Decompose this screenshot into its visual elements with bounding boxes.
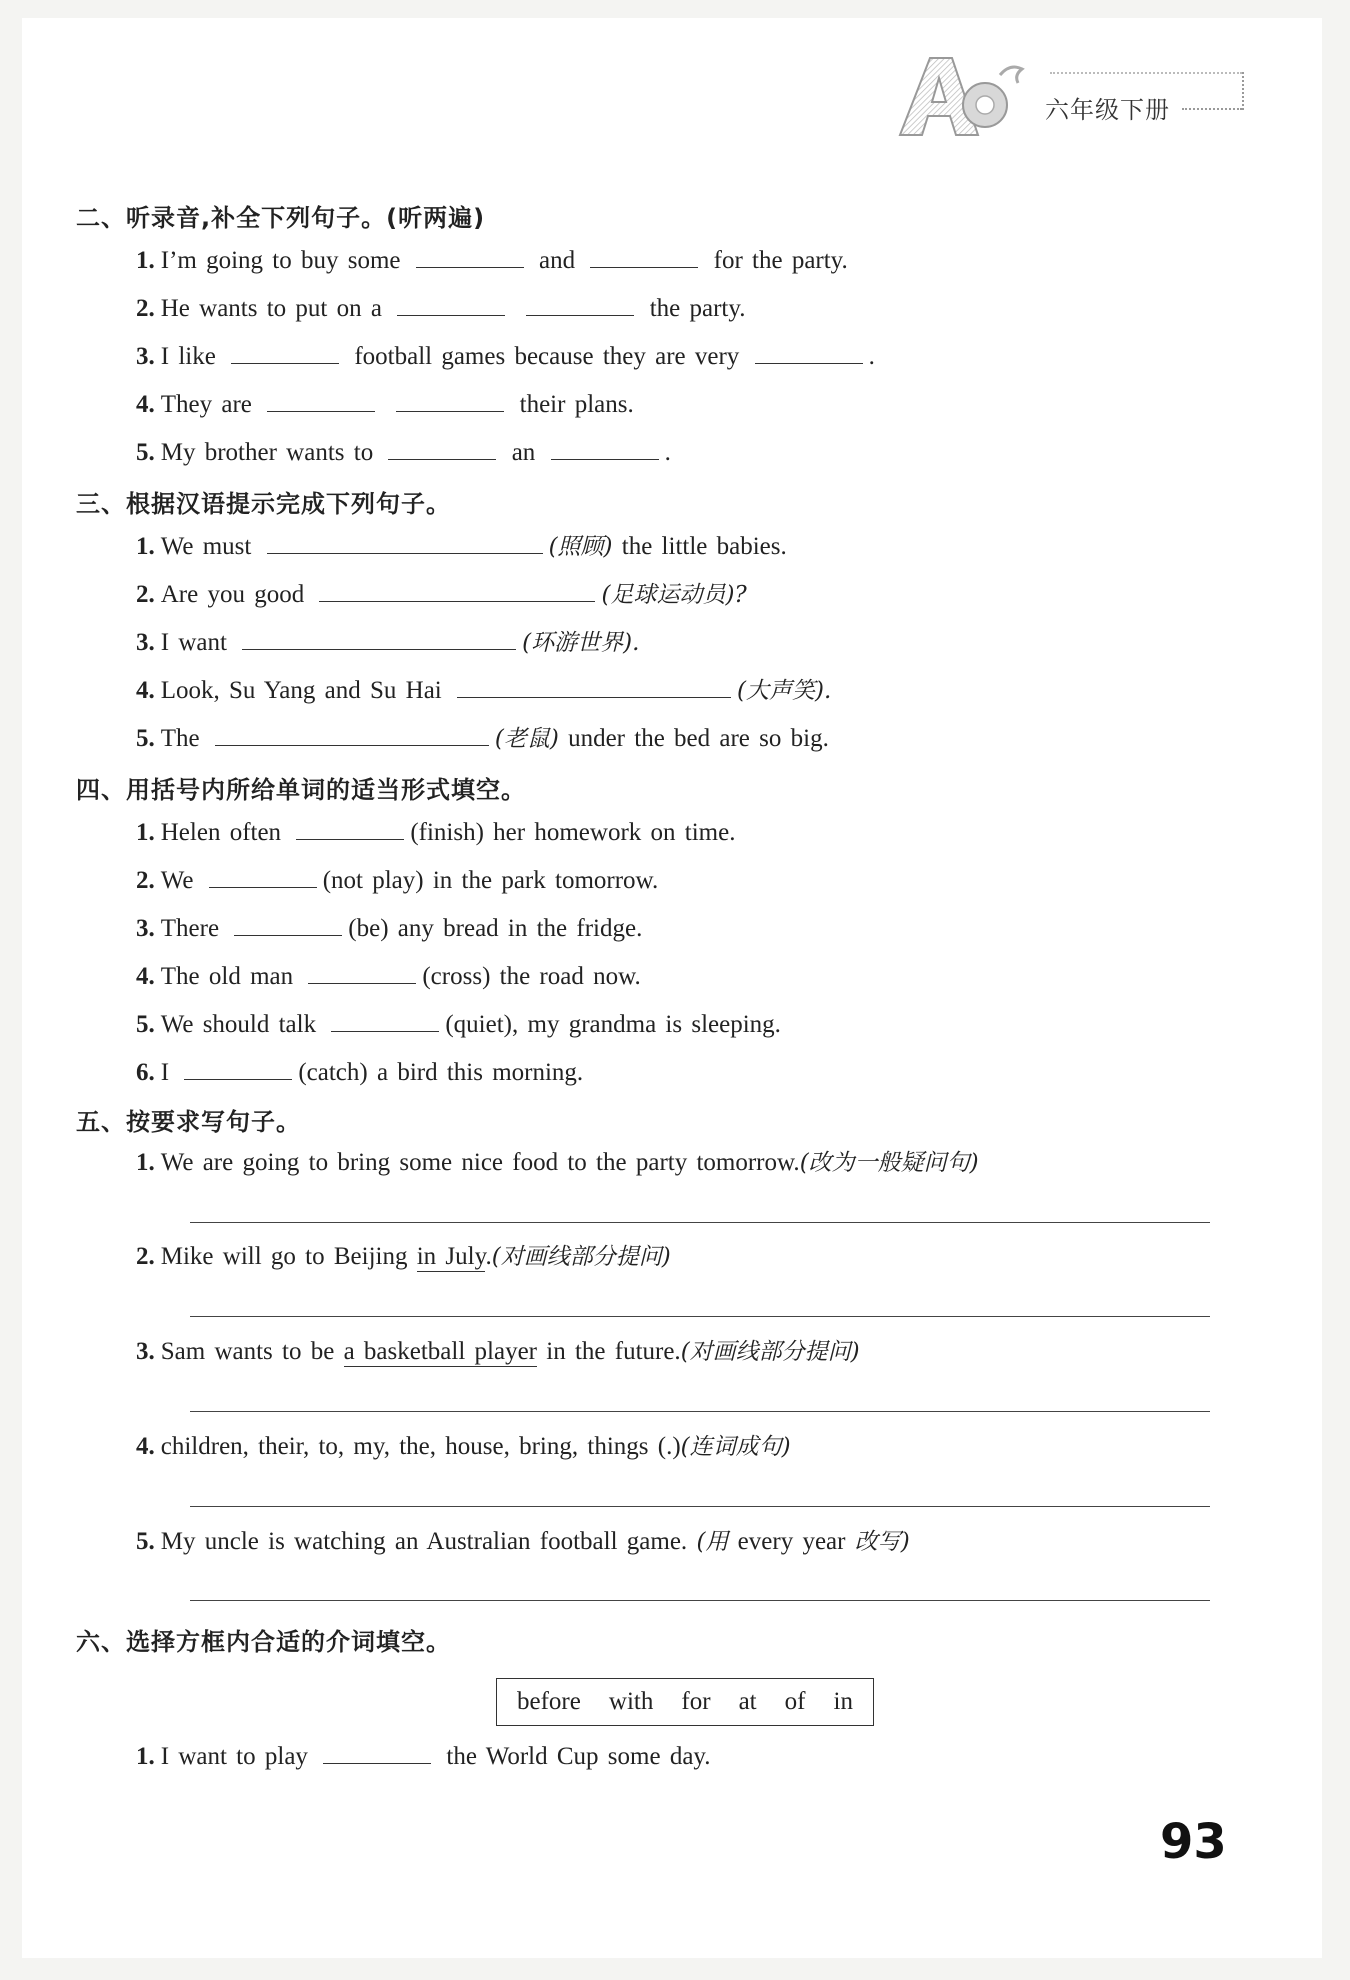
s2-item-4: 4. They are their plans. bbox=[136, 386, 634, 422]
page-number: 93 bbox=[1160, 1814, 1227, 1870]
preposition-word-box bbox=[496, 1678, 874, 1726]
answer-blank[interactable] bbox=[296, 814, 404, 840]
answer-blank[interactable] bbox=[416, 242, 524, 268]
s6-item-1: 1. I want to play the World Cup some day. bbox=[136, 1738, 711, 1774]
s5-item-4: 4. children, their, to, my, the, house, bring, things (.)(连词成句) bbox=[136, 1433, 791, 1460]
s5-item-5: 5. My uncle is watching an Australian football game. (用 every year 改写) bbox=[136, 1528, 910, 1555]
answer-line[interactable] bbox=[190, 1506, 1210, 1507]
s3-item-3: 3. I want (环游世界). bbox=[136, 624, 639, 660]
answer-blank[interactable] bbox=[319, 576, 595, 602]
answer-blank[interactable] bbox=[551, 434, 659, 460]
answer-blank[interactable] bbox=[308, 958, 416, 984]
answer-line[interactable] bbox=[190, 1600, 1210, 1601]
page-header bbox=[890, 40, 1270, 140]
word-option: of bbox=[784, 1688, 806, 1715]
s3-item-1: 1. We must (照顾) the little babies. bbox=[136, 528, 787, 564]
s4-item-2: 2. We (not play) in the park tomorrow. bbox=[136, 862, 658, 898]
s4-item-1: 1. Helen often (finish) her homework on time. bbox=[136, 814, 735, 850]
s4-item-6: 6. I (catch) a bird this morning. bbox=[136, 1054, 583, 1090]
answer-blank[interactable] bbox=[267, 386, 375, 412]
word-option: for bbox=[681, 1688, 711, 1715]
s3-item-4: 4. Look, Su Yang and Su Hai (大声笑). bbox=[136, 672, 831, 708]
answer-blank[interactable] bbox=[331, 1006, 439, 1032]
answer-blank[interactable] bbox=[184, 1054, 292, 1080]
answer-blank[interactable] bbox=[755, 338, 863, 364]
answer-blank[interactable] bbox=[231, 338, 339, 364]
answer-line[interactable] bbox=[190, 1316, 1210, 1317]
answer-blank[interactable] bbox=[397, 290, 505, 316]
word-option: before bbox=[517, 1688, 581, 1715]
s5-item-2: 2. Mike will go to Beijing in July.(对画线部分提问) bbox=[136, 1243, 671, 1270]
word-option: in bbox=[833, 1688, 853, 1715]
s4-item-4: 4. The old man (cross) the road now. bbox=[136, 958, 641, 994]
answer-line[interactable] bbox=[190, 1222, 1210, 1223]
answer-blank[interactable] bbox=[457, 672, 731, 698]
section-2-title: 二、听录音,补全下列句子。(听两遍) bbox=[76, 204, 486, 232]
section-3-title: 三、根据汉语提示完成下列句子。 bbox=[76, 490, 451, 518]
a-plus-logo bbox=[890, 50, 1040, 140]
word-option: with bbox=[608, 1688, 654, 1715]
s3-item-2: 2. Are you good (足球运动员)? bbox=[136, 576, 747, 612]
answer-blank[interactable] bbox=[215, 720, 489, 746]
grade-label: 六年级下册 bbox=[1045, 96, 1170, 124]
answer-blank[interactable] bbox=[209, 862, 317, 888]
answer-blank[interactable] bbox=[526, 290, 634, 316]
answer-blank[interactable] bbox=[388, 434, 496, 460]
s2-item-1: 1. I’m going to buy some and for the party. bbox=[136, 242, 848, 278]
s5-item-3: 3. Sam wants to be a basketball player in the future.(对画线部分提问) bbox=[136, 1338, 860, 1365]
answer-blank[interactable] bbox=[396, 386, 504, 412]
s2-item-2: 2. He wants to put on a the party. bbox=[136, 290, 746, 326]
answer-blank[interactable] bbox=[590, 242, 698, 268]
section-6-title: 六、选择方框内合适的介词填空。 bbox=[76, 1628, 451, 1656]
underlined-phrase: in July bbox=[416, 1243, 486, 1270]
s2-item-3: 3. I like football games because they are very . bbox=[136, 338, 875, 374]
s3-item-5: 5. The (老鼠) under the bed are so big. bbox=[136, 720, 829, 756]
section-5-title: 五、按要求写句子。 bbox=[76, 1108, 301, 1136]
underlined-phrase: a basketball player bbox=[343, 1338, 537, 1365]
answer-blank[interactable] bbox=[323, 1738, 431, 1764]
s5-item-1: 1. We are going to bring some nice food to the party tomorrow.(改为一般疑问句) bbox=[136, 1149, 979, 1176]
answer-line[interactable] bbox=[190, 1411, 1210, 1412]
word-option: at bbox=[738, 1688, 757, 1715]
s4-item-3: 3. There (be) any bread in the fridge. bbox=[136, 910, 642, 946]
answer-blank[interactable] bbox=[267, 528, 543, 554]
s4-item-5: 5. We should talk (quiet), my grandma is sleeping. bbox=[136, 1006, 781, 1042]
s2-item-5: 5. My brother wants to an . bbox=[136, 434, 671, 470]
answer-blank[interactable] bbox=[234, 910, 342, 936]
section-4-title: 四、用括号内所给单词的适当形式填空。 bbox=[76, 776, 526, 804]
answer-blank[interactable] bbox=[242, 624, 516, 650]
